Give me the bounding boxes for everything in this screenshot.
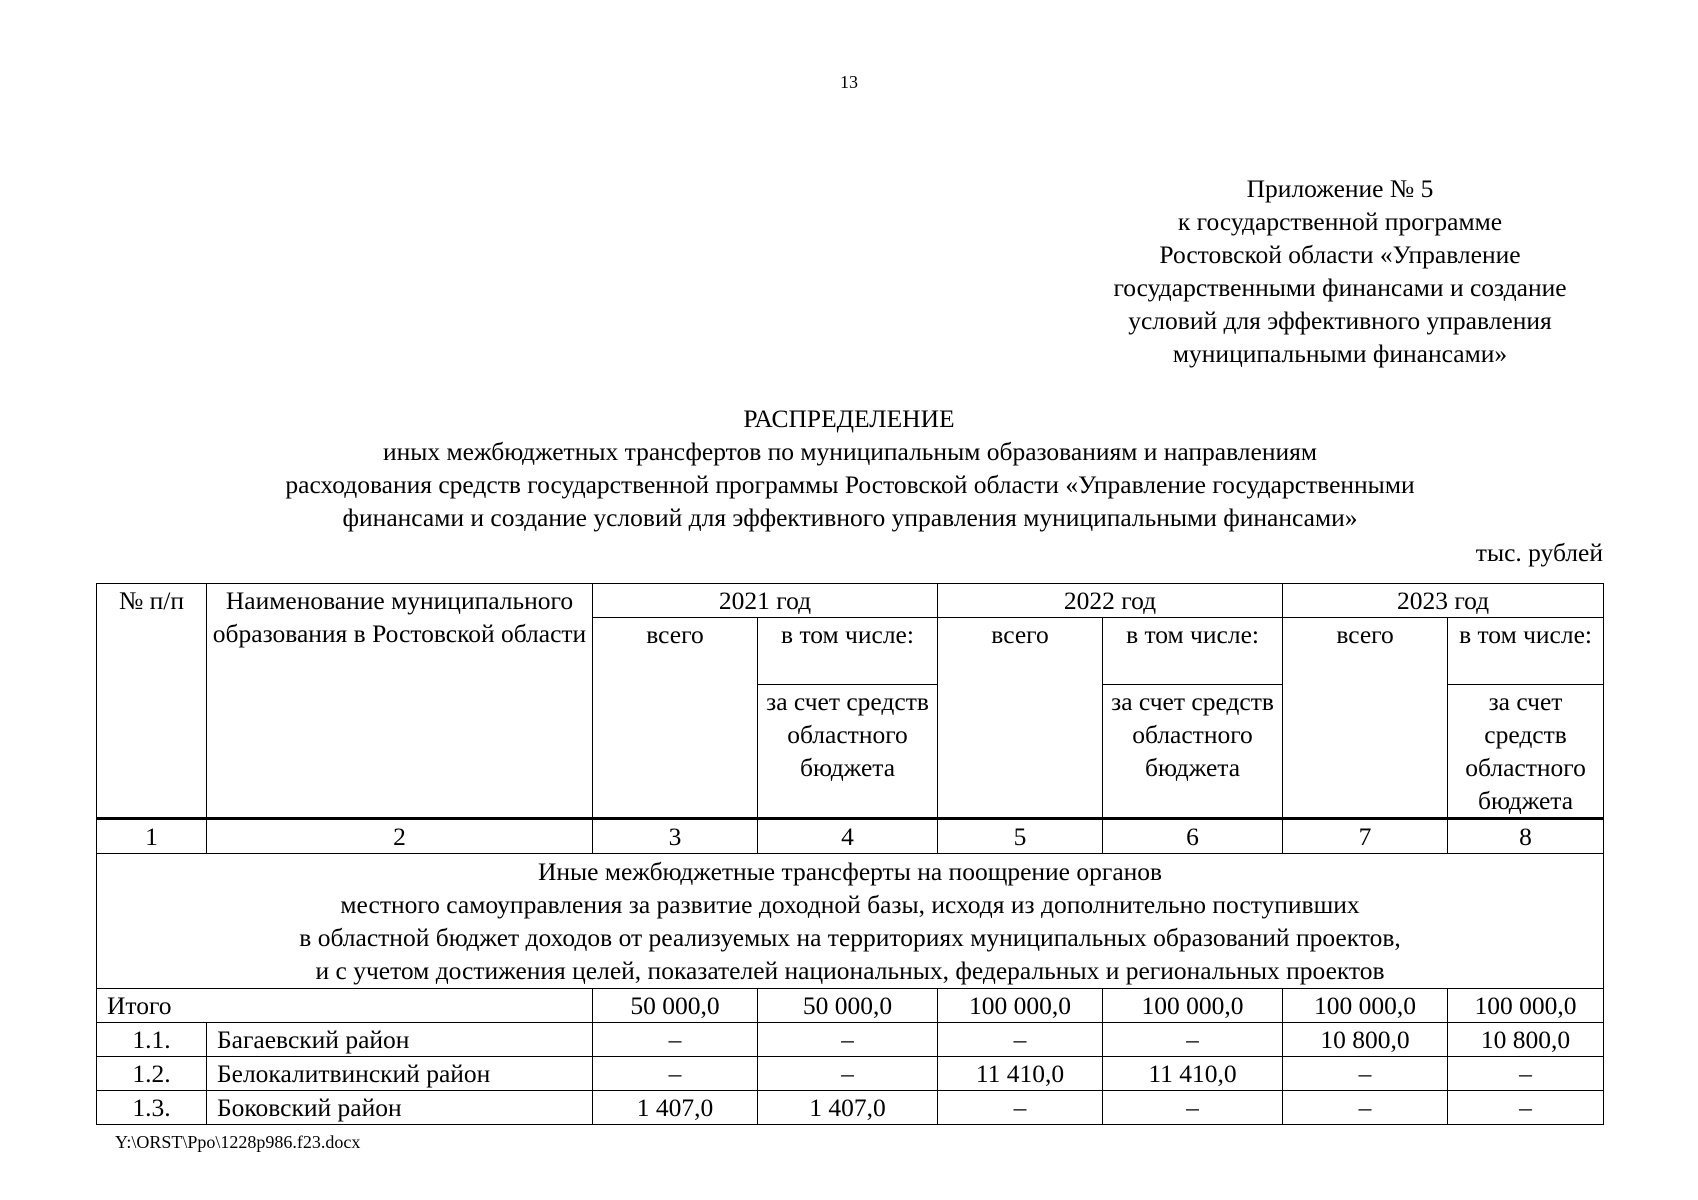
column-number: 7 bbox=[1283, 819, 1448, 854]
appendix-line: условий для эффективного управления bbox=[1128, 306, 1552, 335]
column-number: 8 bbox=[1448, 819, 1604, 854]
document-title: РАСПРЕДЕЛЕНИЕ bbox=[743, 404, 955, 433]
municipality-name: Боковский район bbox=[207, 1091, 593, 1125]
total-value: 100 000,0 bbox=[938, 989, 1103, 1023]
cell-value: – bbox=[1283, 1091, 1448, 1125]
column-number: 5 bbox=[938, 819, 1103, 854]
column-number: 2 bbox=[207, 819, 593, 854]
column-number: 4 bbox=[758, 819, 938, 854]
cell-value: – bbox=[1448, 1091, 1604, 1125]
header-name: Наименование муниципального образования в Ростовской области bbox=[207, 584, 593, 819]
header-total: всего bbox=[938, 618, 1103, 819]
total-value: 100 000,0 bbox=[1283, 989, 1448, 1023]
subtitle-line: расходования средств государственной программы Ростовской области «Управление государственными bbox=[285, 470, 1415, 499]
cell-value: – bbox=[1448, 1057, 1604, 1091]
cell-value: – bbox=[1283, 1057, 1448, 1091]
section-title bbox=[97, 854, 1604, 989]
municipality-name: Белокалитвинский район bbox=[207, 1057, 593, 1091]
column-number: 1 bbox=[97, 819, 207, 854]
header-including: в том числе: bbox=[1103, 618, 1283, 685]
appendix-line: муниципальными финансами» bbox=[1172, 339, 1508, 368]
cell-value: 11 410,0 bbox=[938, 1057, 1103, 1091]
total-label: Итого bbox=[97, 989, 593, 1023]
cell-value: 10 800,0 bbox=[1448, 1023, 1604, 1057]
section-title-line: в областной бюджет доходов от реализуемых на территориях муниципальных образований проектов, bbox=[299, 923, 1401, 952]
table-row bbox=[97, 1023, 1604, 1057]
subtitle-line: иных межбюджетных трансфертов по муниципальным образованиям и направлениям bbox=[382, 437, 1318, 466]
cell-value: – bbox=[1103, 1091, 1283, 1125]
column-numbers-row bbox=[97, 819, 1604, 854]
cell-value: 10 800,0 bbox=[1283, 1023, 1448, 1057]
cell-value: 1 407,0 bbox=[758, 1091, 938, 1125]
section-title-line: и с учетом достижения целей, показателей национальных, федеральных и региональных проектов bbox=[315, 956, 1385, 985]
table-row bbox=[97, 1057, 1604, 1091]
column-number: 3 bbox=[593, 819, 758, 854]
appendix-line: государственными финансами и создание bbox=[1113, 273, 1567, 302]
total-value: 50 000,0 bbox=[758, 989, 938, 1023]
header-regional-budget: за счет средств областного бюджета bbox=[1448, 685, 1604, 819]
subtitle-line: финансами и создание условий для эффективного управления муниципальными финансами» bbox=[342, 503, 1358, 532]
cell-value: 1 407,0 bbox=[593, 1091, 758, 1125]
header-total: всего bbox=[1283, 618, 1448, 819]
page-number: 13 bbox=[840, 72, 858, 92]
appendix-line: Приложение № 5 bbox=[1246, 174, 1434, 203]
cell-value: 11 410,0 bbox=[1103, 1057, 1283, 1091]
total-row bbox=[97, 989, 1604, 1023]
appendix-line: к государственной программе bbox=[1177, 207, 1503, 236]
section-title-row bbox=[97, 854, 1604, 989]
header-year-2023: 2023 год bbox=[1283, 584, 1604, 618]
unit-label: тыс. рублей bbox=[1475, 538, 1603, 567]
municipality-name: Багаевский район bbox=[207, 1023, 593, 1057]
header-num: № п/п bbox=[97, 584, 207, 819]
row-number: 1.1. bbox=[97, 1023, 207, 1057]
header-year-2021: 2021 год bbox=[593, 584, 938, 618]
appendix-block bbox=[1060, 172, 1620, 370]
row-number: 1.3. bbox=[97, 1091, 207, 1125]
section-title-line: Иные межбюджетные трансферты на поощрение органов bbox=[537, 857, 1163, 886]
total-value: 100 000,0 bbox=[1103, 989, 1283, 1023]
header-including: в том числе: bbox=[1448, 618, 1604, 685]
cell-value: – bbox=[758, 1023, 938, 1057]
header-year-2022: 2022 год bbox=[938, 584, 1283, 618]
cell-value: – bbox=[593, 1023, 758, 1057]
column-number: 6 bbox=[1103, 819, 1283, 854]
header-regional-budget: за счет средств областного бюджета bbox=[1103, 685, 1283, 819]
distribution-table bbox=[96, 583, 1604, 1125]
header-including: в том числе: bbox=[758, 618, 938, 685]
cell-value: – bbox=[758, 1057, 938, 1091]
cell-value: – bbox=[593, 1057, 758, 1091]
file-path-footer: Y:\ORST\Ppo\1228p986.f23.docx bbox=[115, 1132, 361, 1152]
table-row bbox=[97, 1091, 1604, 1125]
cell-value: – bbox=[938, 1023, 1103, 1057]
cell-value: – bbox=[938, 1091, 1103, 1125]
cell-value: – bbox=[1103, 1023, 1283, 1057]
total-value: 50 000,0 bbox=[593, 989, 758, 1023]
header-row bbox=[97, 584, 1604, 618]
document-subtitle bbox=[150, 435, 1550, 534]
total-value: 100 000,0 bbox=[1448, 989, 1604, 1023]
section-title-line: местного самоуправления за развитие доходной базы, исходя из дополнительно поступивших bbox=[340, 890, 1360, 919]
header-total: всего bbox=[593, 618, 758, 819]
header-regional-budget: за счет средств областного бюджета bbox=[758, 685, 938, 819]
appendix-line: Ростовской области «Управление bbox=[1159, 240, 1521, 269]
row-number: 1.2. bbox=[97, 1057, 207, 1091]
